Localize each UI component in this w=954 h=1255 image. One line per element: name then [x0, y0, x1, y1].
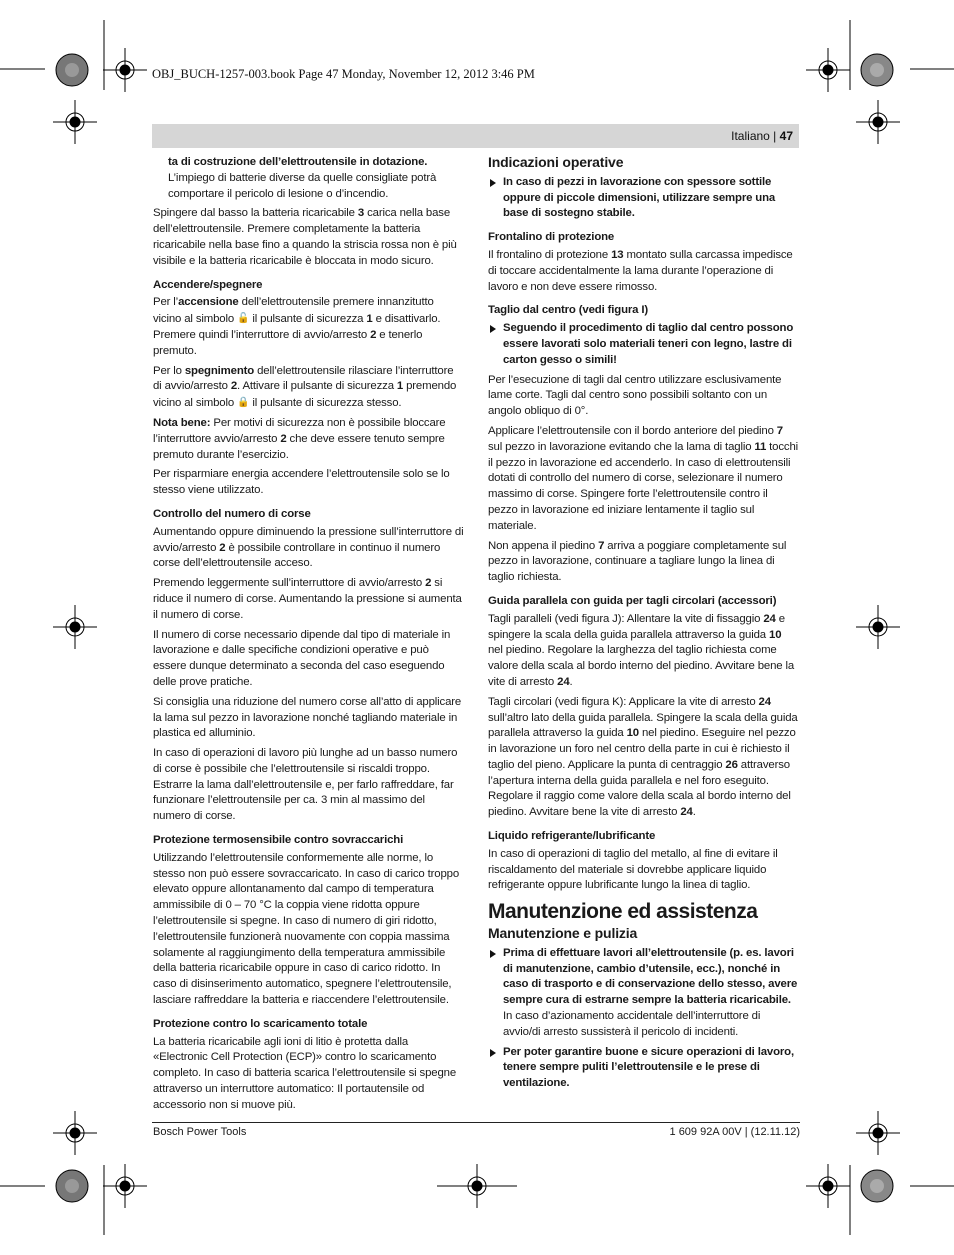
paragraph — [153, 155, 464, 202]
arrow-bullet-icon — [490, 325, 496, 333]
paragraph: Tagli circolari (vedi figura K): Applicare la vite di arresto 24 sull’altro lato della guida parallela. Spingere la scala della guida parallela attraverso la guida 10 nel piedino. Eseguire nel pezzo in lavorazione un foro nel centro della parte in cui è richiesto il taglio del pieno. Applicare la punta di centraggio 26 attraverso l’apertura interna della guida parallela e nel foro eseguito. Regolare il raggio come valore della scala al bordo interno del piedino. Avvitare bene la vite di arresto 24. — [488, 695, 798, 819]
paragraph: Per l’accensione dell’elettroutensile premere innanzitutto vicino al simbolo 🔓 il pulsante di sicurezza 1 e disattivarlo. Premere quindi l’interruttore di avvio/arresto 2 e tenerlo premuto. — [153, 296, 441, 357]
separator: | — [769, 129, 780, 143]
print-info: OBJ_BUCH-1257-003.book Page 47 Monday, November 12, 2012 3:46 PM — [152, 67, 535, 81]
arrow-bullet-icon — [490, 179, 496, 187]
header-bar — [152, 124, 799, 148]
arrow-bullet-icon — [490, 950, 496, 958]
paragraph: Il numero di corse necessario dipende dal tipo di materiale in lavorazione e dalle specifiche condizioni operative e può essere dunque determinato a seconda del caso eseguendo delle prove pratiche. — [153, 628, 451, 688]
footer-code: 1 609 92A 00V | (12.11.12) — [669, 1126, 800, 1138]
paragraph: Nota bene: Per motivi di sicurezza non è possibile bloccare l’interruttore avvio/arresto 2 che deve essere tenuto sempre premuto durante l’esercizio. — [153, 416, 446, 461]
unlock-icon: 🔓 — [237, 313, 250, 325]
paragraph: Aumentando oppure diminuendo la pressione sull’interruttore di avvio/arresto 2 è possibile controllare in continuo il numero corse dell’elettroutensile acceso. — [153, 525, 464, 570]
section-heading: Controllo del numero di corse — [153, 507, 311, 520]
language-label: Italiano — [731, 129, 770, 143]
section-heading: Frontalino di protezione — [488, 231, 615, 244]
paragraph: Applicare l’elettroutensile con il bordo anteriore del piedino 7 sul pezzo in lavorazione evitando che la lama di taglio 11 tocchi il pezzo in lavorazione ed accenderlo. In caso di elettroutensili dotati di controllo del numero di corse, selezionare il numero massimo di corse. Spingere forte l’elettroutensile contro il pezzo in lavorazione ed iniziare lentamente il taglio sul materiale. — [488, 424, 799, 532]
page-indicator — [731, 129, 793, 143]
paragraph: Spingere dal basso la batteria ricaricabile 3 carica nella base dell’elettroutensile. Premere completamente la batteria ricaricabile nella base fino a quando la striscia rossa non è più visibile e la batteria ricaricabile è bloccata in modo sicuro. — [153, 207, 457, 267]
paragraph: La batteria ricaricabile agli ioni di litio è protetta dalla «Electronic Cell Protection (ECP)» contro lo scaricamento completo. In caso di batteria scarica l’elettroutensile si spegne attraverso un interruttore automatico: Il portautensile od accessorio non si muove più. — [153, 1035, 457, 1111]
paragraph: Per risparmiare energia accendere l’elettroutensile solo se lo stesso viene utilizzato. — [153, 468, 450, 497]
right-column — [488, 155, 799, 1096]
bullet-item: In caso di pezzi in lavorazione con spessore sottile oppure di piccole dimensioni, utilizzare sempre una base di sostegno stabile. — [488, 175, 799, 222]
paragraph: Per l’esecuzione di tagli dal centro utilizzare esclusivamente lame corte. Tagli dal centro sono possibili soltanto con un angolo obliquo di 0°. — [488, 373, 782, 418]
footer-brand: Bosch Power Tools — [153, 1126, 247, 1138]
lock-icon: 🔒 — [237, 397, 250, 409]
chapter-title: Manutenzione ed assistenza — [488, 900, 758, 924]
text: L’impiego di batterie diverse da quelle consigliate potrà comportare il pericolo di lesione o d’incendio. — [168, 171, 437, 200]
paragraph: Utilizzando l’elettroutensile conformemente alle norme, lo stesso non può essere sovraccaricato. In caso di carico troppo elevato oppure allontanamento dal campo di temperatura ammissibile di 0 – 70 °C la coppia viene ridotta oppure l’elettroutensile si spegne. In caso di numero di giri ridotto, l’elettroutensile funzionerà nuovamente con coppia massima solamente al raggiungimento della temperatura ammissibile della batteria ricaricabile oppure in caso di carico ridotto. In caso di disinserimento automatico, spegnere l’elettroutensile, lasciare raffreddare la batteria e riaccendere l’elettroutensile. — [153, 851, 460, 1007]
bold-text: ta di costruzione dell’elettroutensile in dotazione. — [168, 156, 428, 168]
paragraph: Si consiglia una riduzione del numero corse all’atto di applicare la lama sul pezzo in lavorazione nonché tagliando materiale in plastica ed alluminio. — [153, 695, 462, 740]
subsection-heading: Indicazioni operative — [488, 154, 624, 170]
paragraph: In caso di operazioni di lavoro più lunghe ad un basso numero di corse è possibile che l’elettroutensile si riscaldi troppo. Estrarre la lama dall’elettroutensile e, per farlo raffreddare, far funzionare l’elettroutensile per ca. 3 min al massimo del numero di corse. — [153, 747, 458, 823]
bullet-item: Seguendo il procedimento di taglio dal centro possono essere lavorati solo materiali teneri con legno, lastre di carton gesso o simili! — [488, 321, 799, 368]
arrow-bullet-icon — [490, 1049, 496, 1057]
page-number: 47 — [779, 129, 793, 143]
paragraph: In caso di operazioni di taglio del metallo, al fine di evitare il riscaldamento del materiale si dovrebbe applicare liquido refrigerante oppure lubrificante lungo la linea di taglio. — [488, 847, 778, 892]
section-heading: Guida parallela con guida per tagli circolari (accessori) — [488, 594, 777, 607]
footer-rule — [152, 1122, 800, 1123]
bullet-item: Prima di effettuare lavori all’elettroutensile (p. es. lavori di manutenzione, cambio d’utensile, ecc.), nonché in caso di trasporto e di conservazione dello stesso, avere sempre cura di estrarne sempre la batteria ricaricabile. In caso d’azionamento accidentale dell’interruttore di avvio/di arresto sussisterà il pericolo di incidenti. — [488, 946, 799, 1041]
section-heading: Protezione termosensibile contro sovraccarichi — [153, 834, 404, 847]
paragraph: Non appena il piedino 7 arriva a poggiare completamente sul pezzo in lavorazione, continuare a tagliare lungo la linea di taglio richiesta. — [488, 539, 787, 584]
left-column — [153, 155, 464, 1118]
section-heading: Accendere/spegnere — [153, 278, 263, 291]
section-heading: Protezione contro lo scaricamento totale — [153, 1017, 368, 1030]
subsection-heading: Manutenzione e pulizia — [488, 925, 638, 942]
section-heading: Liquido refrigerante/lubrificante — [488, 830, 656, 843]
paragraph: Tagli paralleli (vedi figura J): Allentare la vite di fissaggio 24 e spingere la scala della guida parallela attraverso la guida 10 nel piedino. Regolare la larghezza del taglio richiesta come valore della scala al bordo interno del piedino. Avvitare bene la vite di arresto 24. — [488, 612, 795, 688]
paragraph: Premendo leggermente sull’interruttore di avvio/arresto 2 si riduce il numero di corse. Aumentando la pressione si aumenta il numero di corse. — [153, 577, 462, 621]
paragraph: Per lo spegnimento dell’elettroutensile rilasciare l’interruttore di avvio/arresto 2. Attivare il pulsante di sicurezza 1 premendo vicino al simbolo 🔒 il pulsante di sicurezza stesso. — [153, 364, 457, 410]
bullet-item: Per poter garantire buone e sicure operazioni di lavoro, tenere sempre puliti l’elettroutensile e le prese di ventilazione. — [488, 1045, 799, 1092]
paragraph: Il frontalino di protezione 13 montato sulla carcassa impedisce di toccare accidentalmente la lama durante l’operazione di lavoro e non deve essere rimosso. — [488, 248, 793, 293]
section-heading: Taglio dal centro (vedi figura I) — [488, 304, 649, 317]
